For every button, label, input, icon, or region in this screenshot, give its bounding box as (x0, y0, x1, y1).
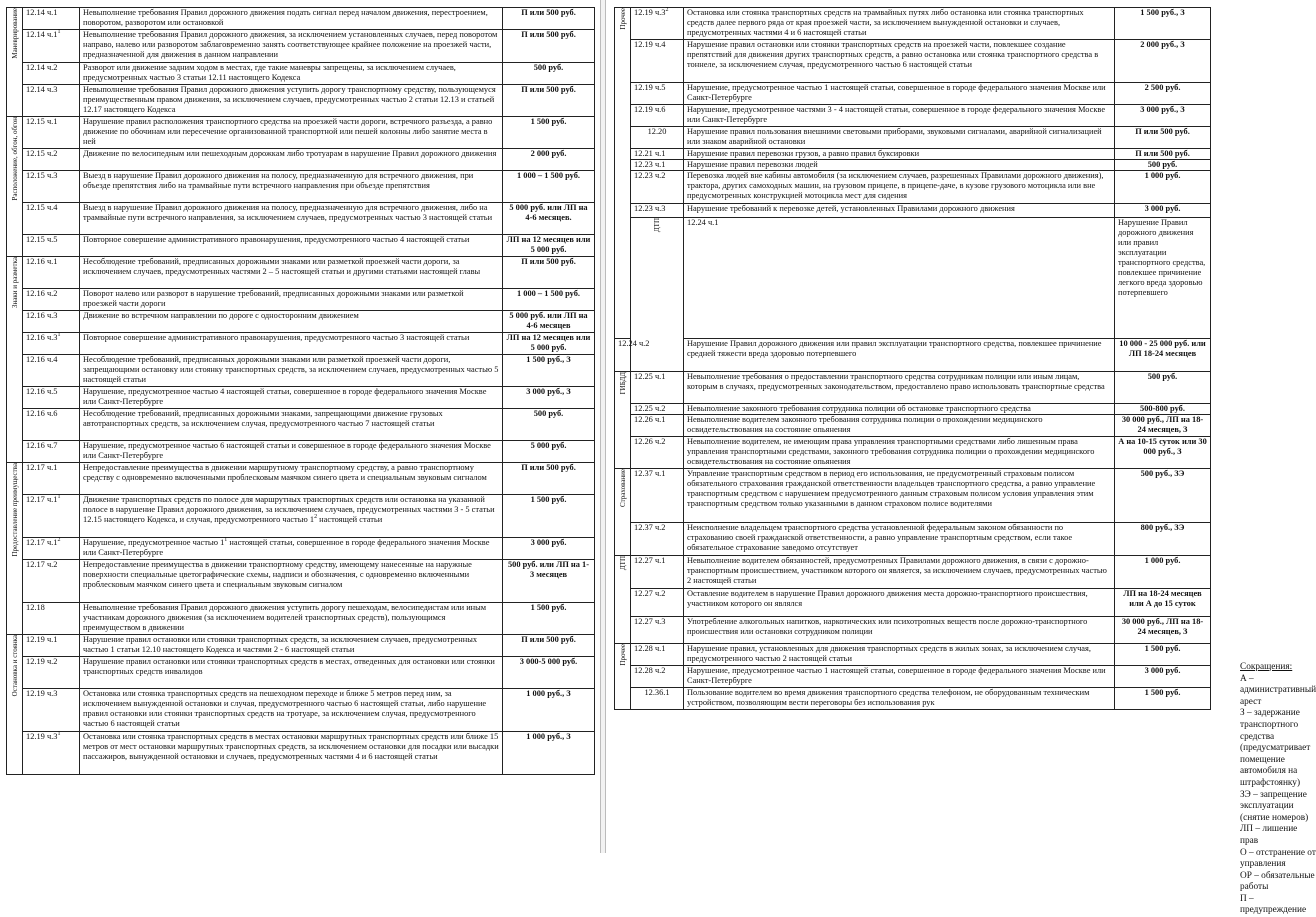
article-number: 12.28 ч.2 (631, 666, 684, 688)
article-number: 12.37 ч.1 (631, 469, 684, 523)
article-number: 12.17 ч.2 (23, 560, 80, 603)
violation-description: Оставление водителем в нарушение Правил дорожного движения места дорожно-транспортного происшествия, участником которого он являлся (684, 589, 1115, 617)
table-row (615, 171, 1211, 204)
article-number: 12.14 ч.3 (23, 85, 80, 117)
table-row (7, 311, 595, 333)
penalty: 2 000 руб. (503, 149, 595, 171)
table-row (615, 644, 1211, 666)
violation-description: Нарушение правил остановки или стоянки транспортных средств в местах, отведенных для остановки или стоянки транспортных средств инвалидов (80, 657, 503, 689)
penalty: 3 000 руб. (1115, 204, 1211, 218)
penalty: 5 000 руб. или ЛП на 4-6 месяцев (503, 311, 595, 333)
fines-table-right (614, 7, 1211, 710)
article-number: 12.24 ч.2 (615, 339, 631, 372)
violation-description: Пользование водителем во время движения транспортного средства телефоном, не оборудованным техническим устройством, позволяющим вести переговоры без использования рук (684, 688, 1115, 710)
table-row (7, 657, 595, 689)
penalty: ЛП на 12 месяцев или 5 000 руб. (503, 333, 595, 355)
article-number: 12.17 $ч.1^2$ (23, 538, 80, 560)
violation-description: Перевозка людей вне кабины автомобиля (за исключением случаев, разрешенных Правилами дорожного движения), трактора, других самоходных машин, на грузовом прицепе, в прицепе-даче, в кузове грузового мотоцикла или вне предусмотренных конструкцией мотоцикла мест для сидения (684, 171, 1115, 204)
article-number: 12.23 ч.2 (631, 171, 684, 204)
violation-description: Нарушение правил перевозки людей (684, 160, 1115, 171)
penalty: 500 руб. (1115, 160, 1211, 171)
article-number: 12.16 ч.5 (23, 387, 80, 409)
article-number: 12.19 $ч.3^1$ (23, 732, 80, 775)
legend-item: ОР – обязательные работы (1240, 870, 1315, 893)
table-row (7, 495, 595, 538)
legend-item: ЗЭ – запрещение эксплуатации (снятие номеров) (1240, 789, 1309, 823)
table-row (615, 218, 1211, 339)
violation-description: Движение во встречном направлении по дороге с односторонним движением (80, 311, 503, 333)
right-page (606, 0, 1316, 916)
violation-description: Нарушение правил расположения транспортного средства на проезжей части дороги, встречного разъезда, а равно движение по обочинам или пересечение организованной транспортной или пешей колонны либо занятие места в ней (80, 117, 503, 149)
penalty: П или 500 руб. (503, 463, 595, 495)
table-row (7, 603, 595, 635)
table-row (7, 463, 595, 495)
table-row (7, 441, 595, 463)
article-number: 12.19 ч.4 (631, 40, 684, 83)
violation-description: Повторное совершение административного правонарушения, предусмотренного частью 4 настоящей статьи (80, 235, 503, 257)
fines-table-left (6, 7, 595, 775)
left-page (0, 0, 600, 853)
violation-description: Несоблюдение требований, предписанных дорожными знаками, запрещающими движение грузовых автотранспортных средств, за исключением случая, предусмотренного частью 7 настоящей статьи (80, 409, 503, 441)
penalty: 3 000 руб., З (503, 387, 595, 409)
violation-description: Нарушение Правил дорожного движения или правил эксплуатации транспортного средства, повлекшее причинение средней тяжести вреда здоровью потерпевшего (684, 339, 1115, 372)
violation-description: Нарушение правил пользования внешними световыми приборами, звуковыми сигналами, аварийной сигнализацией или знаком аварийной остановки (684, 127, 1115, 149)
violation-description: Непредоставление преимущества в движении транспортному средству, имеющему нанесенные на наружные поверхности специальные цветографические схемы, надписи и обозначения, с одновременно включенными проблесковым маячком синего цвета и специальным звуковым сигналом (80, 560, 503, 603)
legend-item: О – отстранение от управления (1240, 847, 1316, 870)
table-row (7, 30, 595, 63)
violation-description: Нарушение Правил дорожного движения или правил эксплуатации транспортного средства, повлекшее причинение легкого вреда здоровью потерпевшего (1115, 218, 1211, 339)
violation-description: Нарушение правил остановки или стоянки транспортных средств на проезжей части, повлекшее создание препятствий для движения других транспортных средств, а равно остановка или стоянка транспортного средства в тоннеле, за исключением случая, предусмотренного частью 6 настоящей статьи (684, 40, 1115, 83)
article-number: 12.20 (631, 127, 684, 149)
article-number: 12.16 ч.1 (23, 257, 80, 289)
violation-description: Неисполнение владельцем транспортного средства установленной федеральным законом обязанности по страхованию своей гражданской ответственности, а равно управление транспортным средством, если такое обязательное страхование заведомо отсутствует (684, 523, 1115, 556)
violation-description: Несоблюдение требований, предписанных дорожными знаками или разметкой проезжей части дороги, за исключением случаев, предусмотренных частями 2 – 5 настоящей статьи и другими статьями настоящей главы (80, 257, 503, 289)
legend-list (1240, 674, 1316, 917)
penalty: 500 руб. (503, 63, 595, 85)
penalty: ЛП на 12 месяцев или 5 000 руб. (503, 235, 595, 257)
article-number: 12.28 ч.1 (631, 644, 684, 666)
article-number: 12.14 $ч.1^1$ (23, 30, 80, 63)
penalty: 2 500 руб. (1115, 83, 1211, 105)
legend-title: Сокращения: (1240, 662, 1293, 672)
penalty: 500 руб., ЗЭ (1115, 469, 1211, 523)
penalty: 1 000 руб. (1115, 556, 1211, 589)
article-number: 12.16 $ч.3^1$ (23, 333, 80, 355)
table-row (7, 409, 595, 441)
penalty: ЛП на 18-24 месяцев или А до 15 суток (1115, 589, 1211, 617)
group-label: Знаки и разметка (7, 257, 23, 463)
violation-description: Нарушение правил остановки или стоянки транспортных средств, за исключением случаев, предусмотренных частью 1 статьи 12.10 настоящего Кодекса и частями 2 - 6 настоящей статьи (80, 635, 503, 657)
table-row (615, 415, 1211, 437)
article-number: 12.15 ч.4 (23, 203, 80, 235)
violation-description: Нарушение, предусмотренное частью 6 настоящей статьи и совершенное в городе федерального значения Москве или Санкт-Петербурге (80, 441, 503, 463)
article-number: 12.27 ч.2 (631, 589, 684, 617)
legend-item: З – задержание транспортного средства (предусматривает помещение автомобиля на штрафстоянку) (1240, 708, 1311, 788)
article-number: 12.14 ч.1 (23, 8, 80, 30)
table-row (615, 617, 1211, 644)
violation-description: Движение транспортных средств по полосе для маршрутных транспортных средств или остановка на указанной полосе в нарушение Правил дорожного движения, за исключением случаев, предусмотренных частями 3 - 5 статьи 12.15 настоящего Кодекса, и случая, предусмотренного частью $1^2$ настоящей статьи (80, 495, 503, 538)
penalty: А на 10-15 суток или 30 000 руб., З (1115, 437, 1211, 469)
violation-description: Невыполнение законного требования сотрудника полиции об остановке транспортного средства (684, 404, 1115, 415)
legend-item: ЛП – лишение прав (1240, 824, 1298, 846)
article-number: 12.19 ч.6 (631, 105, 684, 127)
table-row (615, 666, 1211, 688)
table-row (615, 149, 1211, 160)
violation-description: Разворот или движение задним ходом в местах, где такие маневры запрещены, за исключением случаев, предусмотренных частью 3 статьи 12.11 настоящего Кодекса (80, 63, 503, 85)
article-number: 12.16 ч.7 (23, 441, 80, 463)
violation-description: Невыполнение требования Правил дорожного движения, за исключением установленных случаев, перед поворотом направо, налево или разворотом заблаговременно занять соответствующее крайнее положение на проезжей части, предназначенной для движения в данном направлении (80, 30, 503, 63)
article-number: 12.16 ч.6 (23, 409, 80, 441)
group-label: Расположение, обгон, обгон (7, 117, 23, 257)
article-number: 12.19 ч.2 (23, 657, 80, 689)
violation-description: Поворот налево или разворот в нарушение требований, предписанных дорожными знаками или разметкой проезжей части дороги (80, 289, 503, 311)
table-row (7, 635, 595, 657)
table-row (615, 127, 1211, 149)
legend-item: П – предупреждение (1240, 893, 1307, 916)
penalty: П или 500 руб. (503, 85, 595, 117)
penalty: 3 000 руб., З (1115, 105, 1211, 127)
penalty: 2 000 руб., З (1115, 40, 1211, 83)
article-number: 12.17 $ч.1^1$ (23, 495, 80, 538)
table-row (7, 387, 595, 409)
article-number: 12.21 ч.1 (631, 149, 684, 160)
group-label: Прочее (615, 644, 631, 710)
group-label: ГИБДД (615, 372, 631, 469)
violation-description: Невыполнение водителем законного требования сотрудника полиции о прохождении медицинского освидетельствования на состояние опьянения (684, 415, 1115, 437)
article-number: 12.26 ч.2 (631, 437, 684, 469)
article-number: 12.27 ч.1 (631, 556, 684, 589)
violation-description: Управление транспортным средством в период его использования, не предусмотренный страховым полисом обязательного страхования гражданской ответственности владельцев транспортного средства, а равно управление транспортным средством с нарушением предусмотренного данным страховым полисом условия управления этим транспортным средством только указанными в данном страховом полисе водителями (684, 469, 1115, 523)
article-number: 12.14 ч.2 (23, 63, 80, 85)
penalty: 1 000 – 1 500 руб. (503, 289, 595, 311)
table-row (7, 63, 595, 85)
violation-description: Нарушение, предусмотренное частями 3 - 4 настоящей статьи, совершенное в городе федерального значения Москве или Санкт-Петербурге (684, 105, 1115, 127)
group-label: Остановка и стоянка (7, 635, 23, 775)
group-label: ДТП (631, 218, 684, 372)
violation-description: Несоблюдение требований, предписанных дорожными знаками или разметкой проезжей части дороги, запрещающими остановку или стоянку транспортных средств, за исключением случаев, предусмотренных частью 5 настоящей статьи (80, 355, 503, 387)
table-row (615, 8, 1211, 40)
violation-description: Остановка или стоянка транспортных средств на трамвайных путях либо остановка или стоянка транспортных средств далее первого ряда от края проезжей части, за исключением вынужденной остановки и случаев, предусмотренных частями 4 и 6 настоящей статьи (684, 8, 1115, 40)
violation-description: Остановка или стоянка транспортных средств на пешеходном переходе и ближе 5 метров перед ним, за исключением вынужденной остановки и случая, предусмотренного частью 6 настоящей статьи, либо нарушение правил остановки или стоянки транспортных средств на тротуаре, за исключением случая, предусмотренного частью 6 настоящей статьи (80, 689, 503, 732)
table-row (7, 732, 595, 775)
violation-description: Непредоставление преимущества в движении маршрутному транспортному средству, а равно транспортному средству с одновременно включенными проблесковым маячком синего цвета и специальным звуковым сигналом (80, 463, 503, 495)
table-row (615, 556, 1211, 589)
penalty: 1 500 руб. (503, 603, 595, 635)
article-number: 12.16 ч.3 (23, 311, 80, 333)
penalty: 500 руб. (503, 409, 595, 441)
table-row (7, 117, 595, 149)
legend-item: А – административный арест (1240, 673, 1316, 707)
article-number: 12.37 ч.2 (631, 523, 684, 556)
table-row (615, 523, 1211, 556)
article-number: 12.15 ч.3 (23, 171, 80, 203)
violation-description: Невыполнение водителем, не имеющим права управления транспортными средствами либо лишенным права управления транспортными средствами, законного требования сотрудника полиции о прохождении медицинского освидетельствования на состояние опьянения (684, 437, 1115, 469)
penalty: 1 000 руб., З (503, 732, 595, 775)
violation-description: Нарушение, предусмотренное частью $1^1$ настоящей статьи, совершенное в городе федерального значения Москве или Санкт-Петербурге (80, 538, 503, 560)
violation-description: Невыполнение водителем обязанностей, предусмотренных Правилами дорожного движения, в связи с дорожно-транспортным происшествием, участником которого он является, за исключением случаев, предусмотренных частью 2 настоящей статьи (684, 556, 1115, 589)
penalty: 30 000 руб., ЛП на 18-24 месяцев, З (1115, 415, 1211, 437)
penalty: П или 500 руб. (503, 8, 595, 30)
violation-description: Нарушение правил перевозки грузов, а равно правил буксировки (684, 149, 1115, 160)
violation-description: Нарушение требований к перевозке детей, установленных Правилами дорожного движения (684, 204, 1115, 218)
violation-description: Движение по велосипедным или пешеходным дорожкам либо тротуарам в нарушение Правил дорожного движения (80, 149, 503, 171)
penalty: П или 500 руб. (1115, 149, 1211, 160)
table-row (7, 85, 595, 117)
group-label: Маневрирование (7, 8, 23, 117)
article-number: 12.19 ч.1 (23, 635, 80, 657)
penalty: 1 000 руб. (1115, 171, 1211, 204)
article-number: 12.18 (23, 603, 80, 635)
penalty: 500 руб. (1115, 372, 1211, 404)
table-row (7, 235, 595, 257)
table-row (615, 469, 1211, 523)
article-number: 12.16 ч.4 (23, 355, 80, 387)
violation-description: Невыполнение требования Правил дорожного движения уступить дорогу транспортному средству, пользующемуся преимущественным правом движения, за исключением случаев, предусмотренных частью 2 статьи 12.13 и статьей 12.17 настоящего Кодекса (80, 85, 503, 117)
table-row (615, 105, 1211, 127)
penalty: 3 000 руб. (503, 538, 595, 560)
violation-description: Выезд в нарушение Правил дорожного движения на полосу, предназначенную для встречного движения, при объезде препятствия либо на трамвайные пути встречного направления при объезде препятствия (80, 171, 503, 203)
article-number: 12.15 ч.1 (23, 117, 80, 149)
group-label: Прочее (615, 8, 631, 339)
table-row (615, 688, 1211, 710)
violation-description: Нарушение, предусмотренное частью 1 настоящей статьи, совершенное в городе федерального значения Москве или Санкт-Петербурге (684, 666, 1115, 688)
penalty: 1 500 руб. (1115, 644, 1211, 666)
table-row (7, 689, 595, 732)
article-number: 12.19 $ч.3^2$ (631, 8, 684, 40)
penalty: 500 руб. или ЛП на 1-3 месяцев (503, 560, 595, 603)
article-number: 12.15 ч.2 (23, 149, 80, 171)
penalty: 5 000 руб. или ЛП на 4-6 месяцев. (503, 203, 595, 235)
table-row (7, 355, 595, 387)
penalty: 5 000 руб. (503, 441, 595, 463)
penalty: 10 000 - 25 000 руб. или ЛП 18-24 месяцев (1115, 339, 1211, 372)
table-row (615, 160, 1211, 171)
penalty: 1 500 руб., З (503, 355, 595, 387)
article-number: 12.25 ч.2 (631, 404, 684, 415)
article-number: 12.27 ч.3 (631, 617, 684, 644)
article-number: 12.24 ч.1 (684, 218, 1115, 339)
penalty: П или 500 руб. (503, 635, 595, 657)
abbreviations-legend (1240, 662, 1316, 917)
table-row (7, 538, 595, 560)
violation-description: Невыполнение требования Правил дорожного движения подать сигнал перед началом движения, перестроением, поворотом, разворотом или остановкой (80, 8, 503, 30)
table-row (615, 372, 1211, 404)
violation-description: Невыполнение требования Правил дорожного движения уступить дорогу пешеходам, велосипедистам или иным участникам дорожного движения (за исключением водителей транспортных средств), пользующимся преимуществом в движении (80, 603, 503, 635)
penalty: 1 500 руб. (503, 495, 595, 538)
article-number: 12.19 ч.5 (631, 83, 684, 105)
article-number: 12.19 ч.3 (23, 689, 80, 732)
table-row (7, 560, 595, 603)
penalty: 3 000 руб. (1115, 666, 1211, 688)
article-number: 12.15 ч.5 (23, 235, 80, 257)
article-number: 12.17 ч.1 (23, 463, 80, 495)
penalty: 1 000 – 1 500 руб. (503, 171, 595, 203)
penalty: П или 500 руб. (1115, 127, 1211, 149)
violation-description: Нарушение, предусмотренное частью 4 настоящей статьи, совершенное в городе федерального значения Москве или Санкт-Петербурге (80, 387, 503, 409)
article-number: 12.25 ч.1 (631, 372, 684, 404)
table-row (615, 204, 1211, 218)
table-row (7, 203, 595, 235)
penalty: 1 500 руб. (1115, 688, 1211, 710)
group-label: Страхование (615, 469, 631, 556)
penalty: 500-800 руб. (1115, 404, 1211, 415)
table-row (615, 437, 1211, 469)
violation-description: Невыполнение требования о предоставлении транспортного средства сотрудникам полиции или иным лицам, которым в случаях, предусмотренных законодательством, предоставлено право использовать транспортные средства (684, 372, 1115, 404)
table-row (7, 289, 595, 311)
violation-description: Повторное совершение административного правонарушения, предусмотренного частью 3 настоящей статьи (80, 333, 503, 355)
group-label: Предоставление преимущества (7, 463, 23, 635)
violation-description: Нарушение, предусмотренное частью 1 настоящей статьи, совершенное в городе федерального значения Москве или Санкт-Петербурге (684, 83, 1115, 105)
penalty: 30 000 руб., ЛП на 18-24 месяцев, З (1115, 617, 1211, 644)
table-row (615, 404, 1211, 415)
article-number: 12.16 ч.2 (23, 289, 80, 311)
penalty: 1 500 руб., З (1115, 8, 1211, 40)
penalty: П или 500 руб. (503, 30, 595, 63)
violation-description: Нарушение правил, установленных для движения транспортных средств в жилых зонах, за исключением случая, предусмотренного частью 2 настоящей статьи (684, 644, 1115, 666)
table-row (615, 83, 1211, 105)
article-number: 12.26 ч.1 (631, 415, 684, 437)
penalty: 1 500 руб. (503, 117, 595, 149)
article-number: 12.23 ч.3 (631, 204, 684, 218)
article-number: 12.36.1 (631, 688, 684, 710)
table-row (7, 171, 595, 203)
table-row (7, 8, 595, 30)
penalty: 800 руб., ЗЭ (1115, 523, 1211, 556)
table-row (615, 40, 1211, 83)
table-row (7, 149, 595, 171)
table-row (7, 333, 595, 355)
violation-description: Выезд в нарушение Правил дорожного движения на полосу, предназначенную для встречного движения, либо на трамвайные пути встречного направления, за исключением случаев, предусмотренных частью 3 настоящей статьи (80, 203, 503, 235)
table-row (615, 339, 1211, 372)
violation-description: Употребление алкогольных напитков, наркотических или психотропных веществ после дорожно-транспортного происшествия или остановки сотрудником полиции (684, 617, 1115, 644)
penalty: 1 000 руб., З (503, 689, 595, 732)
table-row (615, 589, 1211, 617)
violation-description: Остановка или стоянка транспортных средств в местах остановки маршрутных транспортных средств или ближе 15 метров от мест остановки маршрутных транспортных средств, за исключением остановки для посадки или высадки пассажиров, вынужденной остановки и случаев, предусмотренных частями 4 и 6 настоящей статьи (80, 732, 503, 775)
article-number: 12.23 ч.1 (631, 160, 684, 171)
group-label: ДТП (615, 556, 631, 644)
table-row (7, 257, 595, 289)
penalty: 3 000-5 000 руб. (503, 657, 595, 689)
penalty: П или 500 руб. (503, 257, 595, 289)
